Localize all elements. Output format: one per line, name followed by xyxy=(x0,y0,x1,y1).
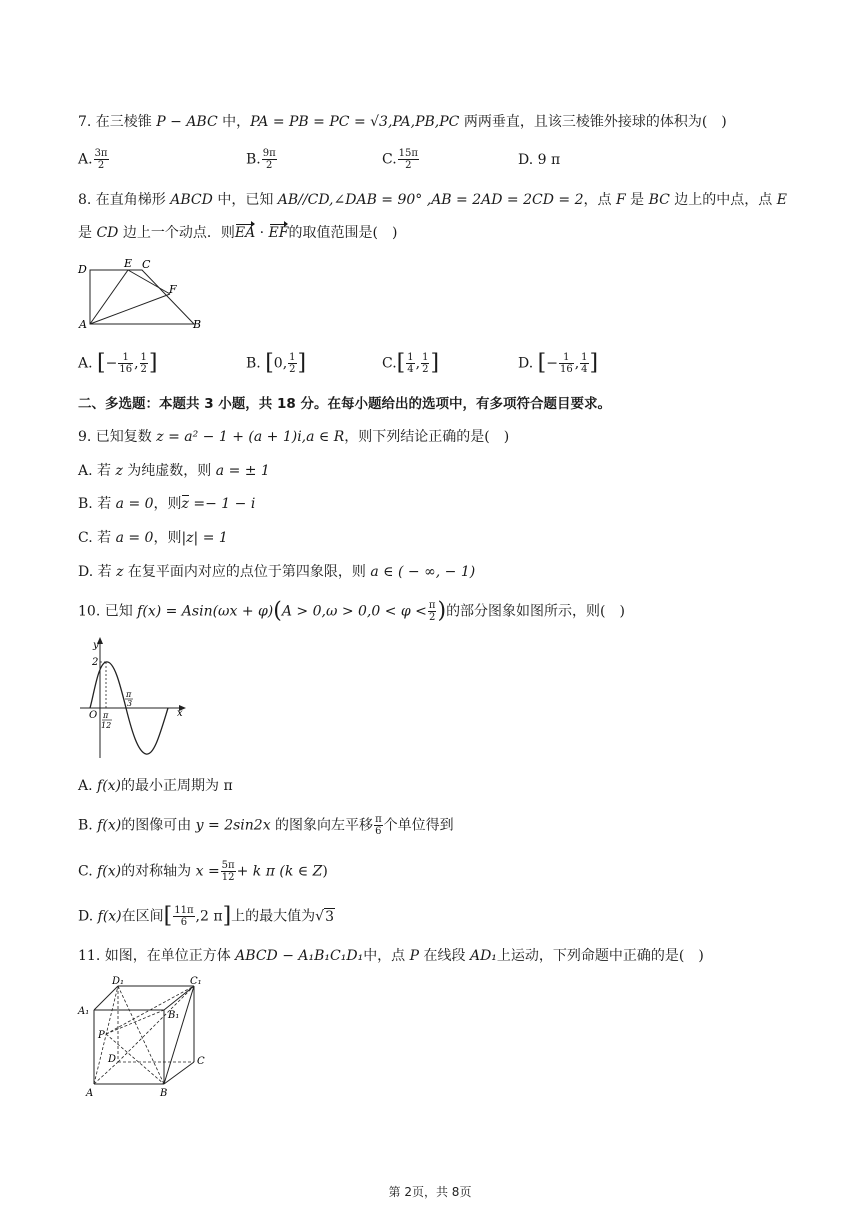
q9-option-a xyxy=(78,461,270,481)
q10-b-b: 的图像可由 xyxy=(121,817,196,834)
q8-dot: · xyxy=(255,225,269,241)
q8-opt-d-d2: 4 xyxy=(581,364,588,375)
q7-condition: PA = PB = PC = √3,PA,PB,PC xyxy=(250,114,460,130)
q10-d-rbracket: ] xyxy=(222,903,232,929)
q10-c-d: ) xyxy=(322,863,328,880)
q8-opt-b-n: 1 xyxy=(289,352,296,363)
q10-graph-tick1-den: 12 xyxy=(101,721,112,730)
q8-l1b: 中，已知 xyxy=(212,192,278,208)
q7-stem-c: 两两垂直，且该三棱锥外接球的体积为( ) xyxy=(459,114,727,130)
q9-d-b: 在复平面内对应的点位于第四象限，则 xyxy=(123,564,371,580)
q8-bc: BC xyxy=(648,192,670,208)
q8-opt-d-n1: 1 xyxy=(559,352,574,364)
q10-c-k: k ∈ Z xyxy=(284,863,323,880)
q10-d-b: 在区间 xyxy=(121,908,164,925)
q9-c-b: ，则 xyxy=(153,530,182,546)
q8-vector-ef: EF xyxy=(268,225,289,241)
q8-opt-b-frac xyxy=(288,352,296,375)
q9-c-a: C. 若 xyxy=(78,530,116,546)
q10-d-d: 上的最大值为 xyxy=(231,908,316,925)
q11-fig-label-b1: B₁ xyxy=(168,1010,180,1021)
q10-c-x: x = xyxy=(195,863,220,880)
q8-l2a: 是 xyxy=(78,225,97,241)
q8-fig-label-c: C xyxy=(142,258,151,271)
q10-d-den: 6 xyxy=(180,917,188,928)
q7-a-den: 2 xyxy=(97,160,105,171)
q11-stem-c: 在线段 xyxy=(419,948,470,964)
q10-b-a: B. xyxy=(78,817,98,834)
q8-opt-c-label: C. xyxy=(382,355,397,372)
q8-opt-c-d1: 4 xyxy=(407,364,414,375)
q8-opt-a-n1: 1 xyxy=(118,352,133,364)
q10-a-b: 的最小正周期为 π xyxy=(121,778,233,794)
q8-opt-b-d: 2 xyxy=(289,364,296,375)
q8-opt-a-rbracket: ] xyxy=(148,350,158,376)
q11-fig-label-a: A xyxy=(86,1088,94,1099)
q10-c-frac xyxy=(221,860,236,883)
q9-a-b: 为纯虚数，则 xyxy=(122,463,216,479)
q7-a-num: 3π xyxy=(94,148,108,159)
q8-fig-label-b: B xyxy=(193,318,202,331)
q11-fig-label-d1: D₁ xyxy=(112,976,125,987)
q10-a-f: f(x) xyxy=(97,778,122,794)
q10-option-c xyxy=(78,860,328,883)
q8-opt-d-rbracket: ] xyxy=(589,350,599,376)
q10-d-num: 11π xyxy=(174,905,194,916)
q10-stem xyxy=(78,600,625,623)
q10-c-a: C. xyxy=(78,863,98,880)
q10-graph-tick1-num: π xyxy=(103,711,109,720)
q10-c-f: f(x) xyxy=(97,863,122,880)
q9-stem xyxy=(78,427,509,447)
q7-stem xyxy=(78,112,727,132)
q8-opt-d-d1: 16 xyxy=(559,364,573,375)
q10-b-den: 6 xyxy=(375,826,382,837)
page-footer: 第 2页，共 8页 xyxy=(388,1185,472,1199)
q7-option-a xyxy=(78,148,110,171)
q9-c-cond: a = 0 xyxy=(115,530,154,546)
q8-opt-b-a: 0 xyxy=(273,355,283,372)
q11-ad1: AD₁ xyxy=(469,948,497,964)
q7-tetrahedron: P − ABC xyxy=(156,114,218,130)
q10-c-c: + k π ( xyxy=(236,863,285,880)
q8-fig-label-a: A xyxy=(79,318,87,331)
q8-opt-a-n2: 1 xyxy=(140,352,147,363)
q9-b-cond: a = 0 xyxy=(115,496,154,512)
q8-opt-d-frac2 xyxy=(580,352,588,375)
q9-d-a: D. 若 xyxy=(78,564,117,580)
q9-expr: z = a² − 1 + (a + 1)i,a ∈ R xyxy=(156,429,345,445)
q7-option-b xyxy=(246,148,278,171)
q11-fig-label-c: C xyxy=(197,1056,205,1067)
q7-option-b-label: B. xyxy=(246,151,261,168)
q8-vector-ea: EA xyxy=(234,225,256,241)
q9-option-b xyxy=(78,494,255,514)
q9-a-a: A. 若 xyxy=(78,463,116,479)
q8-l1a: 8. 在直角梯形 xyxy=(78,192,171,208)
q11-fig-label-d: D xyxy=(108,1054,117,1065)
q8-opt-c-lbracket: [ xyxy=(396,350,406,376)
q7-c-den: 2 xyxy=(405,160,412,171)
q10-a-a: A. xyxy=(78,778,98,794)
q10-graph-x-label: x xyxy=(177,708,183,719)
q7-option-d-label: D. xyxy=(518,152,534,168)
q8-l1d: 是 xyxy=(625,192,649,208)
q10-cond-den: 2 xyxy=(428,612,436,623)
q7-option-c-label: C. xyxy=(382,151,397,168)
q8-opt-a-sign: − xyxy=(105,355,118,372)
q7-option-c xyxy=(382,148,420,171)
q7-option-d-text: 9 π xyxy=(537,152,561,168)
q10-option-d xyxy=(78,905,335,928)
q9-a-c: a = ± 1 xyxy=(215,463,270,479)
q8-option-a: A. [− $\frac{1}{16}$ , $\frac{1}{2}$ ] xyxy=(78,350,158,376)
q8-fig-label-e: E xyxy=(124,257,133,270)
q7-c-num: 15π xyxy=(398,148,418,159)
q9-b-a: B. 若 xyxy=(78,496,116,512)
q8-opt-a-d1: 16 xyxy=(119,364,133,375)
q7-b-num: 9π xyxy=(262,148,276,159)
q8-option-c: C.[ $\frac{1}{4}$ , $\frac{1}{2}$ ] xyxy=(382,350,440,376)
q7-option-a-frac xyxy=(94,148,109,171)
q8-fig-label-f: F xyxy=(169,283,177,296)
q10-fx: f(x) = Asin(ωx + φ) xyxy=(137,603,274,620)
q10-b-expr: y = 2sin2x xyxy=(195,817,271,834)
q8-opt-c-rbracket: ] xyxy=(430,350,440,376)
q10-d-sqrt: 3 xyxy=(325,908,334,925)
q10-stem-a: 10. 已知 xyxy=(78,603,138,620)
q8-l1e: 边上的中点，点 xyxy=(669,192,777,208)
q7-stem-a: 7. 在三棱锥 xyxy=(78,114,157,130)
q10-d-c: ,2 π xyxy=(195,908,223,925)
q8-point-e: E xyxy=(776,192,787,208)
q10-rparen: ) xyxy=(437,598,447,624)
q9-stem-b: ，则下列结论正确的是( ) xyxy=(344,429,510,445)
q9-c-c: |z| = 1 xyxy=(181,530,228,546)
section-2-title: 二、多选题：本题共 3 小题，共 18 分。在每小题给出的选项中，有多项符合题目要求。 xyxy=(78,396,611,412)
q11-cube: ABCD − A₁B₁C₁D₁ xyxy=(235,948,364,964)
q8-condition: AB//CD,∠DAB = 90° ,AB = 2AD = 2CD = 2 xyxy=(277,192,584,208)
q11-stem-a: 11. 如图，在单位正方体 xyxy=(78,948,236,964)
q11-stem xyxy=(78,946,704,966)
q11-stem-d: 上运动，下列命题中正确的是( ) xyxy=(496,948,704,964)
q9-option-c xyxy=(78,528,228,548)
q9-b-zbar: z xyxy=(181,496,189,512)
q11-fig-label-a1: A₁ xyxy=(78,1006,90,1017)
q9-stem-a: 9. 已知复数 xyxy=(78,429,157,445)
q8-opt-d-frac1 xyxy=(559,352,574,375)
q10-graph-y-label: y xyxy=(93,640,99,651)
q11-fig-label-c1: C₁ xyxy=(190,976,202,987)
q9-b-c: =− 1 − i xyxy=(188,496,256,512)
q7-b-den: 2 xyxy=(266,160,273,171)
q10-cond: A > 0,ω > 0,0 < φ < xyxy=(281,603,427,620)
q8-option-b: B. [0, $\frac{1}{2}$ ] xyxy=(246,350,307,376)
q8-opt-c-n2: 1 xyxy=(422,352,429,363)
q8-opt-a-frac2 xyxy=(140,352,148,375)
q10-c-den: 12 xyxy=(221,872,235,883)
q10-graph-tick2-num: π xyxy=(126,690,132,699)
q8-opt-c-d2: 2 xyxy=(422,364,429,375)
q10-b-num: π xyxy=(375,814,382,825)
q11-fig-label-b: B xyxy=(160,1088,168,1099)
q10-sine-graph xyxy=(74,634,194,760)
q8-l2c: 的取值范围是( ) xyxy=(288,225,398,241)
q8-opt-c-n1: 1 xyxy=(407,352,414,363)
q7-option-c-frac xyxy=(398,148,419,171)
q8-opt-d-lbracket: [ xyxy=(537,350,547,376)
q10-d-a: D. xyxy=(78,908,98,925)
q9-a-z: z xyxy=(115,463,123,479)
q10-cond-num: π xyxy=(428,600,436,611)
q10-b-frac xyxy=(374,814,383,837)
q10-d-lbracket: [ xyxy=(163,903,173,929)
q9-option-d xyxy=(78,562,475,582)
q10-b-d: 个单位得到 xyxy=(383,817,454,834)
q8-opt-d-sign: − xyxy=(546,355,558,372)
q8-opt-a-label: A. xyxy=(78,355,93,372)
q7-option-a-label: A. xyxy=(78,151,93,168)
q10-option-a xyxy=(78,776,233,796)
q11-stem-b: 中，点 xyxy=(363,948,410,964)
q8-option-d: D. [− $\frac{1}{16}$ , $\frac{1}{4}$ ] xyxy=(518,350,599,376)
q8-stem-line1 xyxy=(78,190,787,210)
q8-point-f: F xyxy=(615,192,626,208)
q10-d-f: f(x) xyxy=(97,908,122,925)
q8-fig-label-d: D xyxy=(78,263,87,276)
q8-opt-a-d2: 2 xyxy=(140,364,147,375)
q10-lparen: ( xyxy=(273,598,282,624)
q11-cube-figure xyxy=(74,976,224,1102)
q10-option-b xyxy=(78,814,454,837)
q8-stem-line2 xyxy=(78,223,397,243)
q10-b-c: 的图象向左平移 xyxy=(270,817,374,834)
q9-b-b: ，则 xyxy=(153,496,182,512)
q8-opt-d-n2: 1 xyxy=(581,352,588,363)
q7-option-b-frac xyxy=(262,148,277,171)
q10-graph-max-label: 2 xyxy=(92,657,99,668)
q8-l2b: 边上一个动点．则 xyxy=(118,225,235,241)
q10-d-frac xyxy=(173,905,194,928)
q8-cd: CD xyxy=(96,225,119,241)
q8-opt-d-label: D. xyxy=(518,355,534,372)
q10-b-f: f(x) xyxy=(97,817,122,834)
q8-l1c: ，点 xyxy=(583,192,616,208)
q8-trapezoid-figure xyxy=(74,256,214,336)
q8-opt-b-label: B. xyxy=(246,355,261,372)
q10-c-b: 的对称轴为 xyxy=(121,863,196,880)
q7-stem-b: 中， xyxy=(217,114,251,130)
q11-point-p: P xyxy=(409,948,420,964)
q10-d-sqrt-sign: √ xyxy=(315,908,325,925)
q10-c-num: 5π xyxy=(221,860,235,871)
q8-opt-a-frac1 xyxy=(118,352,133,375)
q10-graph-origin: O xyxy=(89,710,98,721)
q8-opt-b-lbracket: [ xyxy=(265,350,274,376)
q8-opt-b-rbracket: ] xyxy=(297,350,307,376)
q9-d-z: z xyxy=(116,564,124,580)
q10-stem-b: 的部分图象如图所示，则( ) xyxy=(446,603,625,620)
q8-opt-c-frac2 xyxy=(421,352,429,375)
q7-option-d xyxy=(518,150,560,170)
q8-trapezoid: ABCD xyxy=(170,192,213,208)
q11-fig-label-p: P xyxy=(98,1030,105,1041)
q10-graph-tick2-den: 3 xyxy=(127,699,133,708)
q8-opt-a-lbracket: [ xyxy=(97,350,106,376)
q8-opt-c-frac1 xyxy=(406,352,414,375)
q9-d-c: a ∈ ( − ∞, − 1) xyxy=(370,564,476,580)
q10-cond-frac xyxy=(428,600,437,623)
